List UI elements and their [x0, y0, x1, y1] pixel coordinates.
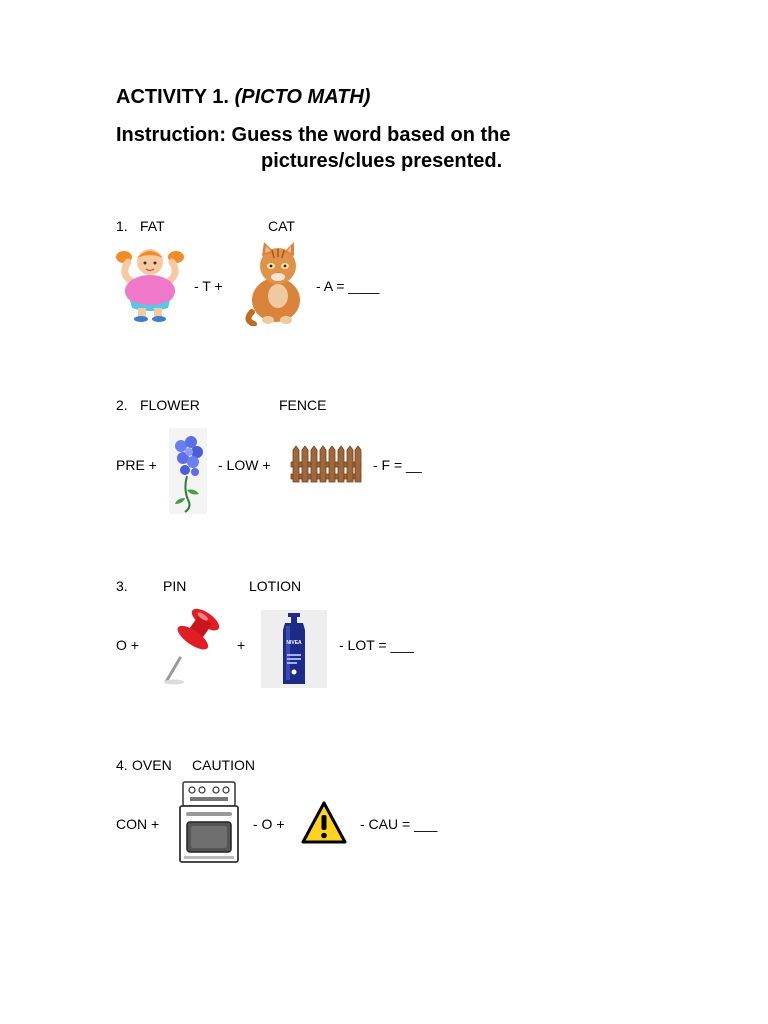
lotion-bottle-picture — [261, 610, 327, 688]
push-pin-picture — [160, 606, 224, 686]
item-1-clue-2: CAT — [268, 218, 295, 234]
item-2-clue-2: FENCE — [279, 397, 327, 413]
caution-sign-picture — [300, 800, 348, 846]
item-3-operation-2: - LOT = ___ — [339, 637, 414, 653]
activity-title — [116, 86, 370, 109]
item-3-clue-1: PIN — [163, 578, 187, 594]
item-2-clue-1: FLOWER — [140, 397, 200, 413]
item-3-prefix: O + — [116, 637, 139, 653]
item-2-prefix: PRE + — [116, 457, 157, 473]
item-4-number: 4. — [116, 757, 128, 773]
instruction-line-2: pictures/clues presented. — [261, 150, 503, 172]
cat-picture — [244, 242, 308, 326]
item-1-number: 1. — [116, 218, 128, 234]
item-4-clue-1: OVEN — [132, 757, 172, 773]
item-3-operation-1: + — [237, 637, 246, 653]
item-3-clue-2: LOTION — [249, 578, 302, 594]
flower-picture — [169, 428, 207, 514]
item-2-operation-2: - F = __ — [373, 457, 422, 473]
fence-picture — [289, 444, 363, 484]
item-4-operation-1: - O + — [253, 816, 285, 832]
activity-subtitle: (PICTO MATH) — [234, 86, 371, 108]
item-1-operation-2: - A = ____ — [316, 278, 380, 294]
item-4-clue-2: CAUTION — [192, 757, 255, 773]
instruction-line-1: Instruction: Guess the word based on the — [116, 124, 511, 146]
item-4-operation-2: - CAU = ___ — [360, 816, 438, 832]
oven-picture — [178, 780, 240, 864]
item-1-operation-1: - T + — [194, 278, 223, 294]
item-3-number: 3. — [116, 578, 128, 594]
item-4-prefix: CON + — [116, 816, 160, 832]
fat-girl-picture — [114, 244, 186, 322]
activity-label: ACTIVITY 1. — [116, 86, 229, 108]
item-2-number: 2. — [116, 397, 128, 413]
lotion-brand-text: NIVEA — [286, 640, 302, 646]
item-1-clue-1: FAT — [140, 218, 165, 234]
item-2-operation-1: - LOW + — [218, 457, 271, 473]
